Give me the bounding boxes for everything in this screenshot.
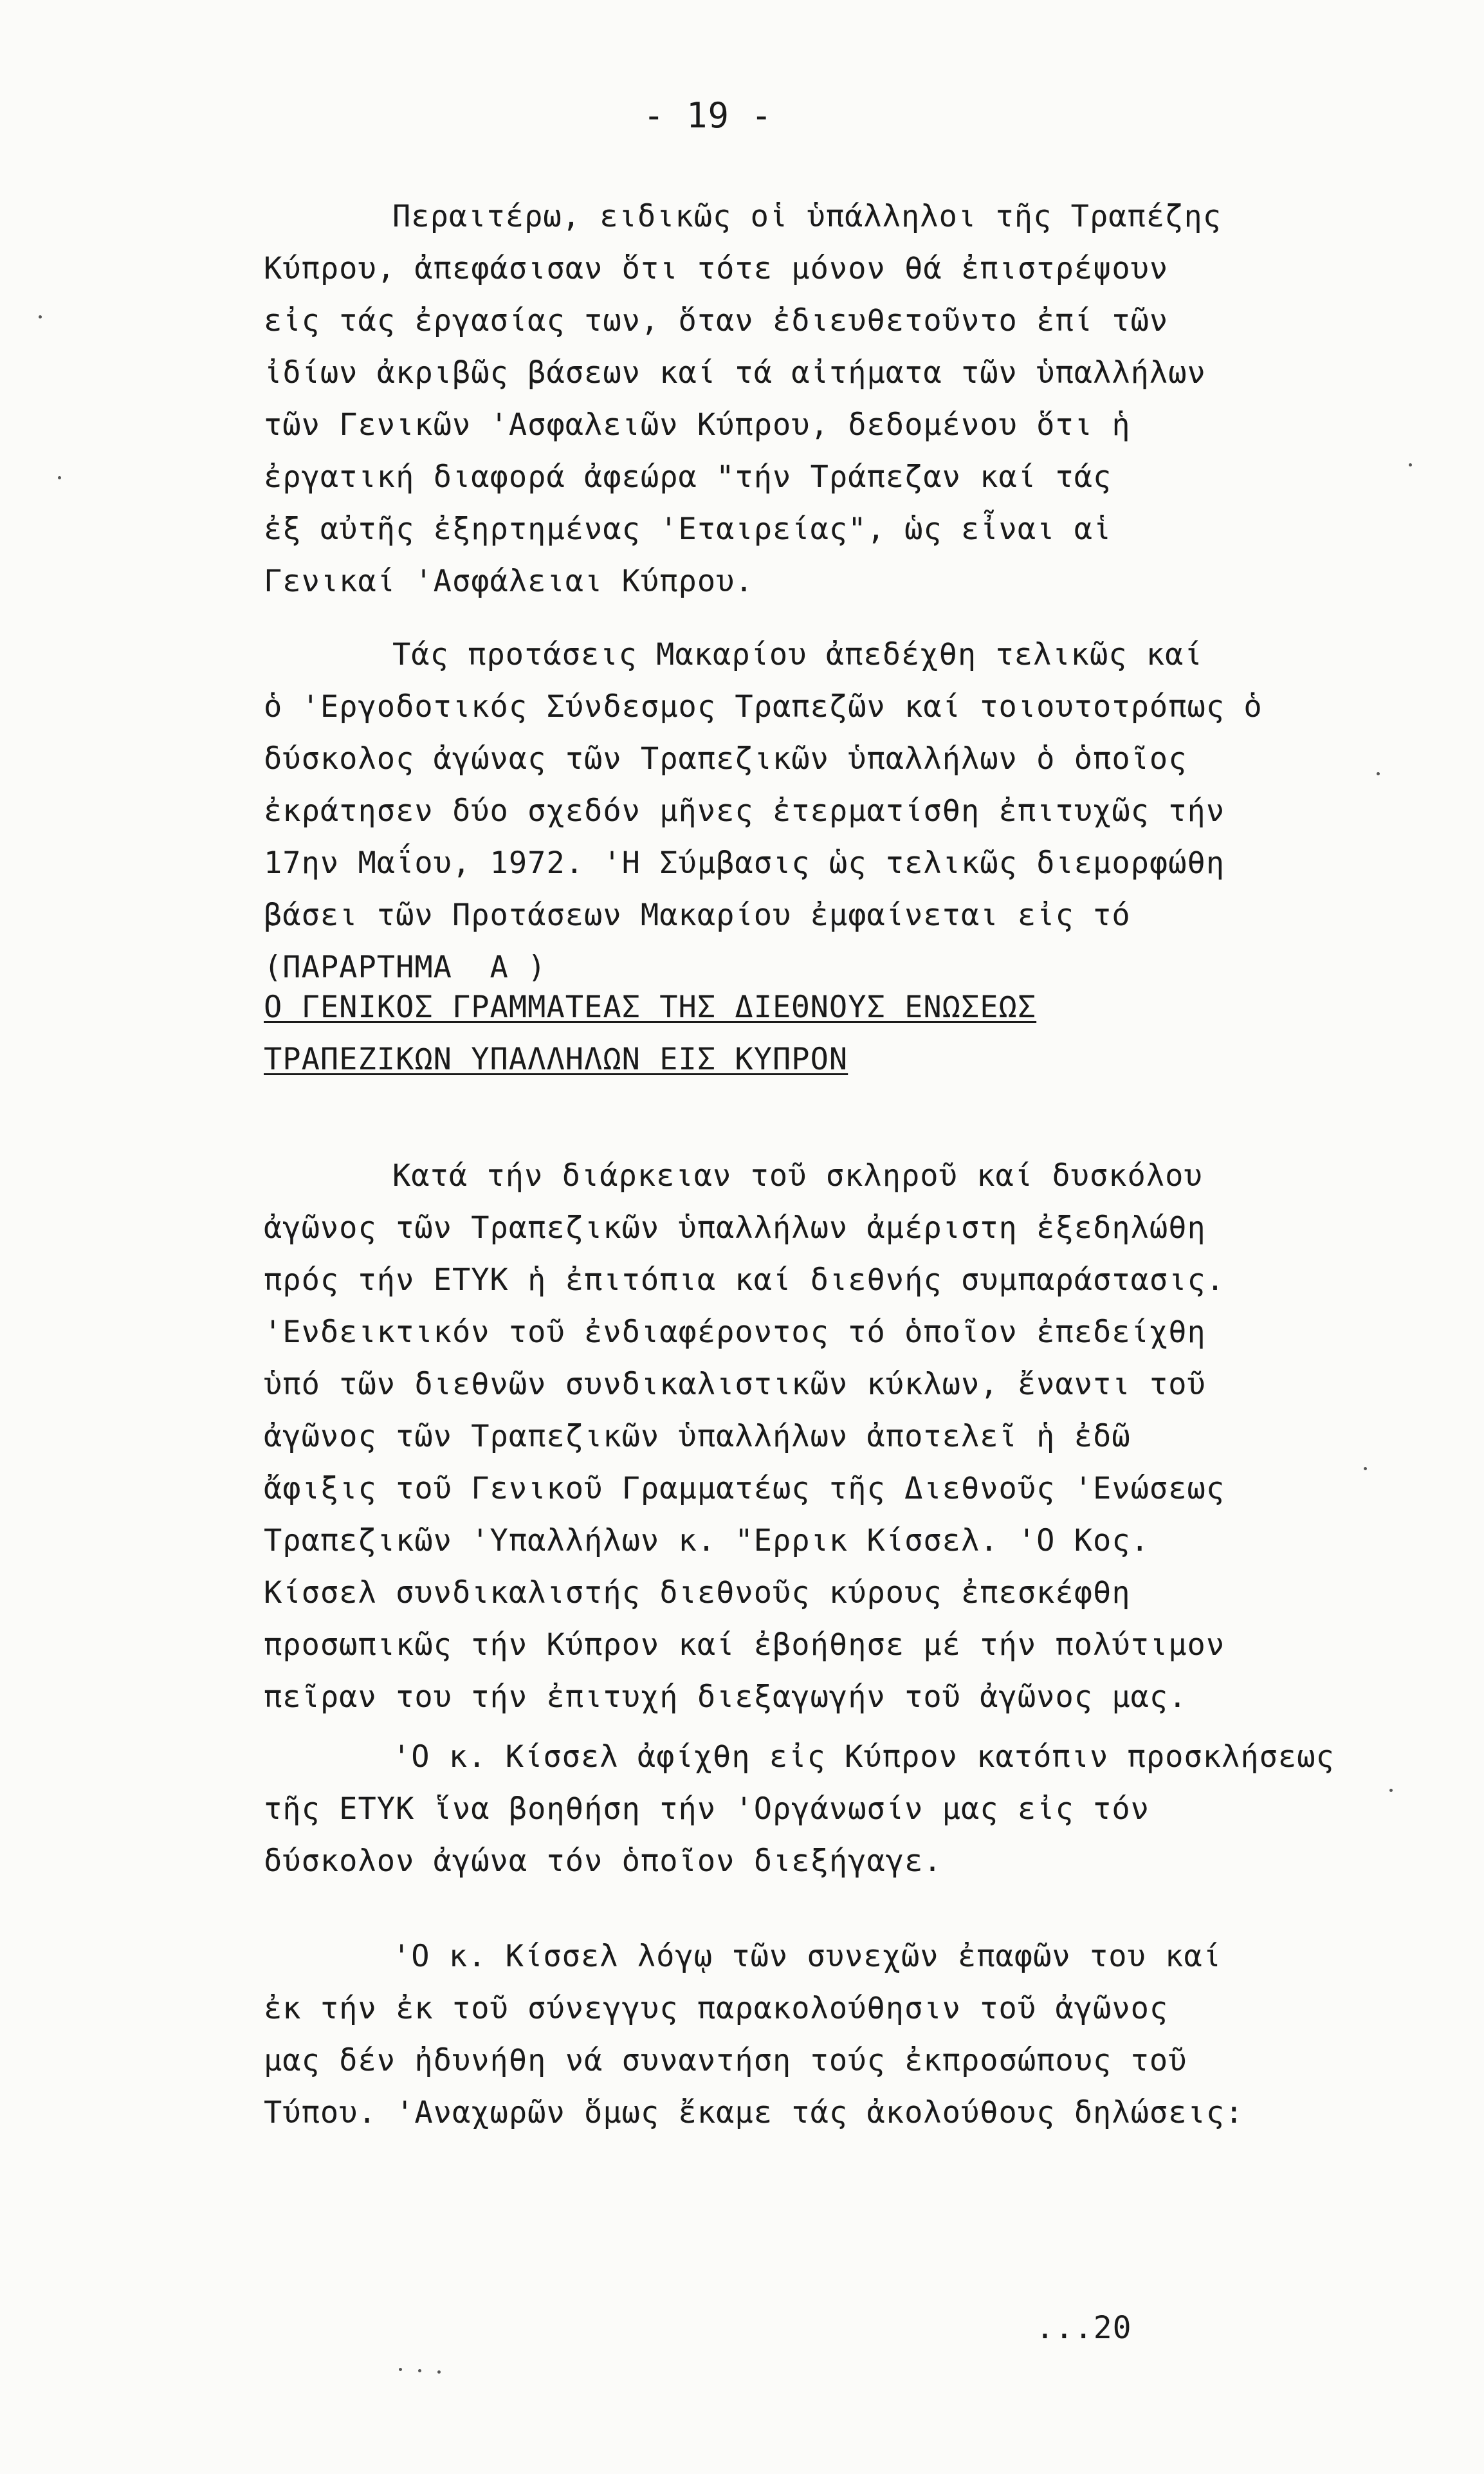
text-line: ὁ 'Εργοδοτικός Σύνδεσμος Τραπεζῶν καί τοιουτοτρόπως ὁ xyxy=(264,689,1263,725)
text-line: εἰς τάς ἐργασίας των, ὅταν ἐδιευθετοῦντο ἐπί τῶν xyxy=(264,303,1169,338)
heading-line: Ο ΓΕΝΙΚΟΣ ΓΡΑΜΜΑΤΕΑΣ ΤΗΣ ΔΙΕΘΝΟΥΣ ΕΝΩΣΕΩΣ xyxy=(264,990,1037,1025)
text-line: ὑπό τῶν διεθνῶν συνδικαλιστικῶν κύκλων, ἔναντι τοῦ xyxy=(264,1367,1206,1402)
scan-speck xyxy=(1364,1467,1367,1470)
text-line: 'Ο κ. Κίσσελ λόγῳ τῶν συνεχῶν ἐπαφῶν του καί xyxy=(392,1939,1222,1974)
scan-speck xyxy=(39,315,42,318)
text-line: ἐκ τήν ἐκ τοῦ σύνεγγυς παρακολούθησιν τοῦ ἀγῶνος xyxy=(264,1991,1169,2026)
scan-speck xyxy=(1377,772,1380,775)
text-line: ἄφιξις τοῦ Γενικοῦ Γραμματέως τῆς Διεθνοῦς 'Ενώσεως xyxy=(264,1471,1225,1506)
text-line: ἐκράτησεν δύο σχεδόν μῆνες ἐτερματίσθη ἐπιτυχῶς τήν xyxy=(264,793,1225,829)
text-line: ἀγῶνος τῶν Τραπεζικῶν ὑπαλλήλων ἀποτελεῖ ἡ ἐδῶ xyxy=(264,1419,1131,1454)
heading-line: ΤΡΑΠΕΖΙΚΩΝ ΥΠΑΛΛΗΛΩΝ ΕΙΣ ΚΥΠΡΟΝ xyxy=(264,1042,848,1077)
text-line: ἐργατική διαφορά ἀφεώρα "τήν Τράπεζαν καί τάς xyxy=(264,459,1112,495)
text-line: προσωπικῶς τήν Κύπρον καί ἐβοήθησε μέ τήν πολύτιμον xyxy=(264,1627,1225,1663)
text-line: μας δέν ἠδυνήθη νά συναντήση τούς ἐκπροσώπους τοῦ xyxy=(264,2043,1187,2078)
text-line: δύσκολος ἀγώνας τῶν Τραπεζικῶν ὑπαλλήλων ὁ ὁποῖος xyxy=(264,741,1187,777)
scan-speck xyxy=(437,2370,441,2374)
text-line: τῶν Γενικῶν 'Ασφαλειῶν Κύπρου, δεδομένου ὅτι ἡ xyxy=(264,407,1131,443)
text-line: βάσει τῶν Προτάσεων Μακαρίου ἐμφαίνεται εἰς τό xyxy=(264,898,1131,933)
text-line: Τάς προτάσεις Μακαρίου ἀπεδέχθη τελικῶς καί xyxy=(392,637,1203,672)
page-number: - 19 - xyxy=(643,95,773,136)
continuation-marker: ...20 xyxy=(1036,2310,1132,2346)
text-line: (ΠΑΡΑΡΤΗΜΑ Α ) xyxy=(264,950,547,985)
text-line: Γενικαί 'Ασφάλειαι Κύπρου. xyxy=(264,564,754,599)
paragraph-4 xyxy=(264,1731,1370,1887)
text-line: Κίσσελ συνδικαλιστής διεθνοῦς κύρους ἐπεσκέφθη xyxy=(264,1575,1131,1611)
scan-speck xyxy=(399,2368,402,2371)
text-line: 'Ο κ. Κίσσελ ἀφίχθη εἰς Κύπρον κατόπιν προσκλήσεως xyxy=(392,1739,1335,1775)
text-line: ἐξ αὐτῆς ἐξηρτημένας 'Εταιρείας", ὡς εἶναι αἱ xyxy=(264,512,1112,547)
text-line: ἀγῶνος τῶν Τραπεζικῶν ὑπαλλήλων ἀμέριστη ἐξεδηλώθη xyxy=(264,1210,1206,1246)
text-line: 17ην Μαΐου, 1972. 'Η Σύμβασις ὡς τελικῶς διεμορφώθη xyxy=(264,845,1225,881)
scan-speck xyxy=(1409,463,1412,466)
text-line: ἰδίων ἀκριβῶς βάσεων καί τά αἰτήματα τῶν ὑπαλλήλων xyxy=(264,355,1206,391)
paragraph-1 xyxy=(264,190,1370,607)
text-line: Τραπεζικῶν 'Υπαλλήλων κ. "Ερρικ Κίσσελ. 'Ο Κος. xyxy=(264,1523,1150,1558)
scan-speck xyxy=(58,476,61,479)
text-line: τῆς ΕΤΥΚ ἵνα βοηθήση τήν 'Οργάνωσίν μας εἰς τόν xyxy=(264,1791,1150,1827)
text-line: πεῖραν του τήν ἐπιτυχή διεξαγωγήν τοῦ ἀγῶνος μας. xyxy=(264,1679,1187,1715)
text-line: δύσκολον ἀγώνα τόν ὁποῖον διεξήγαγε. xyxy=(264,1843,942,1879)
text-line: πρός τήν ΕΤΥΚ ἡ ἐπιτόπια καί διεθνής συμπαράστασις. xyxy=(264,1262,1225,1298)
scan-speck xyxy=(1389,1789,1393,1792)
paragraph-3 xyxy=(264,1150,1370,1723)
text-line: Κατά τήν διάρκειαν τοῦ σκληροῦ καί δυσκόλου xyxy=(392,1158,1203,1194)
text-line: 'Ενδεικτικόν τοῦ ἐνδιαφέροντος τό ὁποῖον ἐπεδείχθη xyxy=(264,1315,1206,1350)
section-heading xyxy=(264,981,1036,1085)
paragraph-5 xyxy=(264,1930,1370,2139)
scan-speck xyxy=(418,2369,421,2372)
text-line: Κύπρου, ἀπεφάσισαν ὅτι τότε μόνον θά ἐπιστρέψουν xyxy=(264,251,1169,286)
text-line: Περαιτέρω, ειδικῶς οἱ ὑπάλληλοι τῆς Τραπέζης xyxy=(392,199,1222,234)
paragraph-2 xyxy=(264,629,1370,993)
text-line: Τύπου. 'Αναχωρῶν ὅμως ἔκαμε τάς ἀκολούθους δηλώσεις: xyxy=(264,2095,1244,2130)
